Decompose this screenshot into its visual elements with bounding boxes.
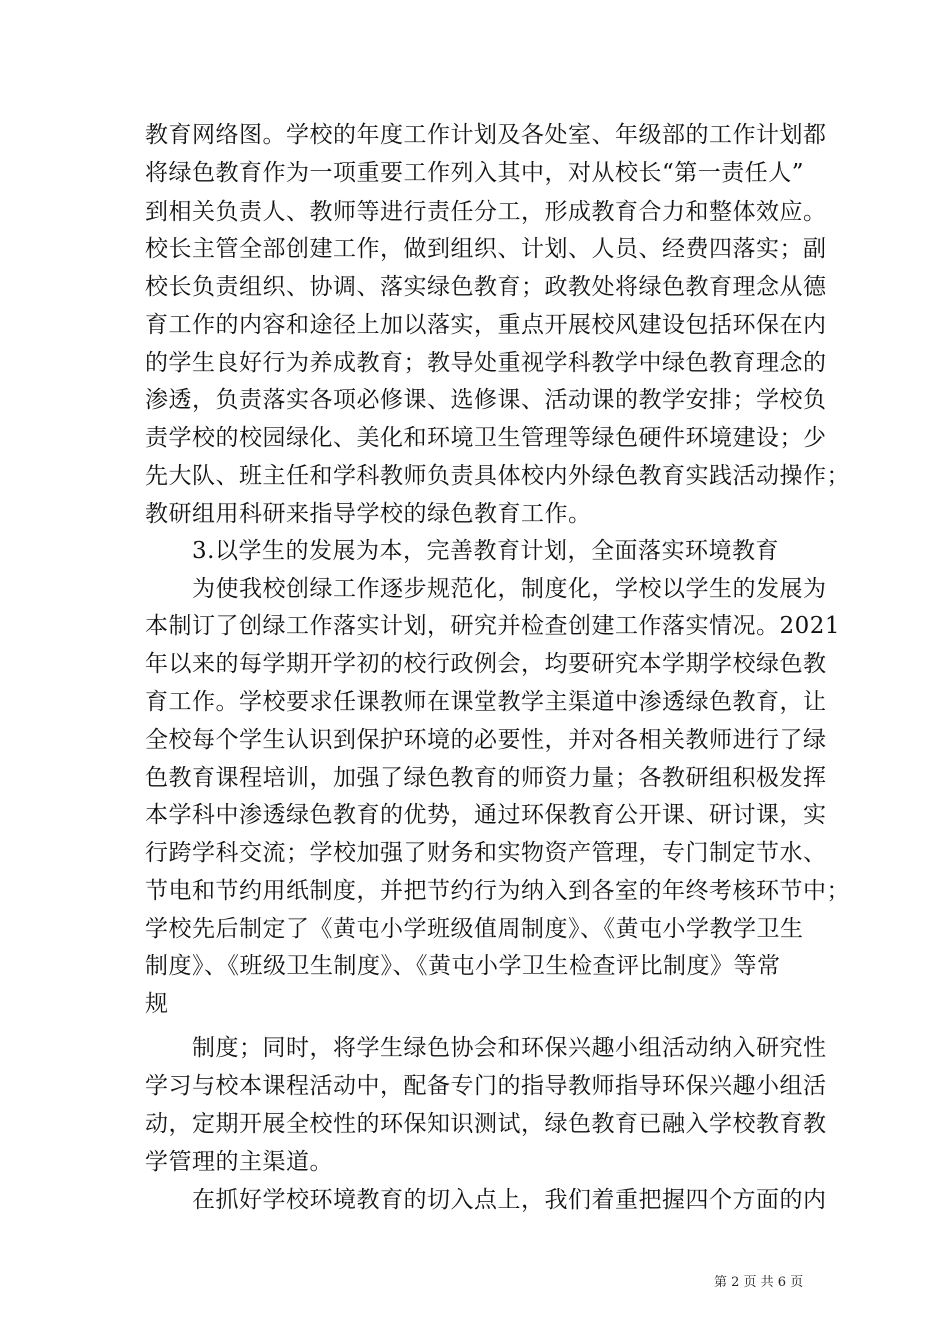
- page-footer: 第 2 页 共 6 页: [714, 1275, 804, 1290]
- text-line: 本学科中渗透绿色教育的优势，通过环保教育公开课、研讨课，实: [145, 802, 827, 828]
- text-line: 行跨学科交流；学校加强了财务和实物资产管理，专门制定节水、: [145, 840, 827, 866]
- text-line: 年以来的每学期开学初的校行政例会，均要研究本学期学校绿色教: [145, 651, 827, 677]
- text-line: 到相关负责人、教师等进行责任分工，形成教育合力和整体效应。: [145, 199, 827, 225]
- text-line: 动，定期开展全校性的环保知识测试，绿色教育已融入学校教育教: [145, 1111, 827, 1137]
- text-line: 将绿色教育作为一项重要工作列入其中，对从校长“第一责任人”: [145, 160, 805, 186]
- text-line: 学校先后制定了《黄屯小学班级值周制度》、《黄屯小学教学卫生: [145, 916, 804, 942]
- text-line: 为使我校创绿工作逐步规范化，制度化，学校以学生的发展为: [192, 576, 827, 602]
- text-line: 制度；同时，将学生绿色协会和环保兴趣小组活动纳入研究性: [192, 1035, 827, 1061]
- text-line: 先大队、班主任和学科教师负责具体校内外绿色教育实践活动操作；: [145, 463, 850, 489]
- text-line: 教研组用科研来指导学校的绿色教育工作。: [145, 501, 592, 527]
- text-line: 校长主管全部创建工作，做到组织、计划、人员、经费四落实；副: [145, 236, 827, 262]
- text-line: 校长负责组织、协调、落实绿色教育；政教处将绿色教育理念从德: [145, 274, 827, 300]
- text-line: 在抓好学校环境教育的切入点上，我们着重把握四个方面的内: [192, 1187, 827, 1213]
- text-line: 育工作的内容和途径上加以落实，重点开展校风建设包括环保在内: [145, 312, 827, 338]
- text-line: 教育网络图。学校的年度工作计划及各处室、年级部的工作计划都: [145, 122, 827, 148]
- text-line: 责学校的校园绿化、美化和环境卫生管理等绿色硬件环境建设；少: [145, 425, 827, 451]
- text-line: 学习与校本课程活动中，配备专门的指导教师指导环保兴趣小组活: [145, 1073, 827, 1099]
- text-line: 的学生良好行为养成教育；教导处重视学科教学中绿色教育理念的: [145, 350, 827, 376]
- text-line: 本制订了创绿工作落实计划，研究并检查创建工作落实情况。2021: [145, 613, 841, 639]
- text-line: 渗透，负责落实各项必修课、选修课、活动课的教学安排；学校负: [145, 387, 827, 413]
- text-line: 色教育课程培训，加强了绿色教育的师资力量；各教研组积极发挥: [145, 765, 827, 791]
- text-line: 育工作。学校要求任课教师在课堂教学主渠道中渗透绿色教育，让: [145, 689, 827, 715]
- text-line: 节电和节约用纸制度，并把节约行为纳入到各室的年终考核环节中；: [145, 878, 850, 904]
- text-line: 制度》、《班级卫生制度》、《黄屯小学卫生检查评比制度》等常: [145, 953, 781, 979]
- text-line: 全校每个学生认识到保护环境的必要性，并对各相关教师进行了绿: [145, 727, 827, 753]
- text-line: 规: [145, 991, 169, 1017]
- section-heading: 3.以学生的发展为本，完善教育计划，全面落实环境教育: [192, 538, 779, 564]
- text-line: 学管理的主渠道。: [145, 1149, 333, 1175]
